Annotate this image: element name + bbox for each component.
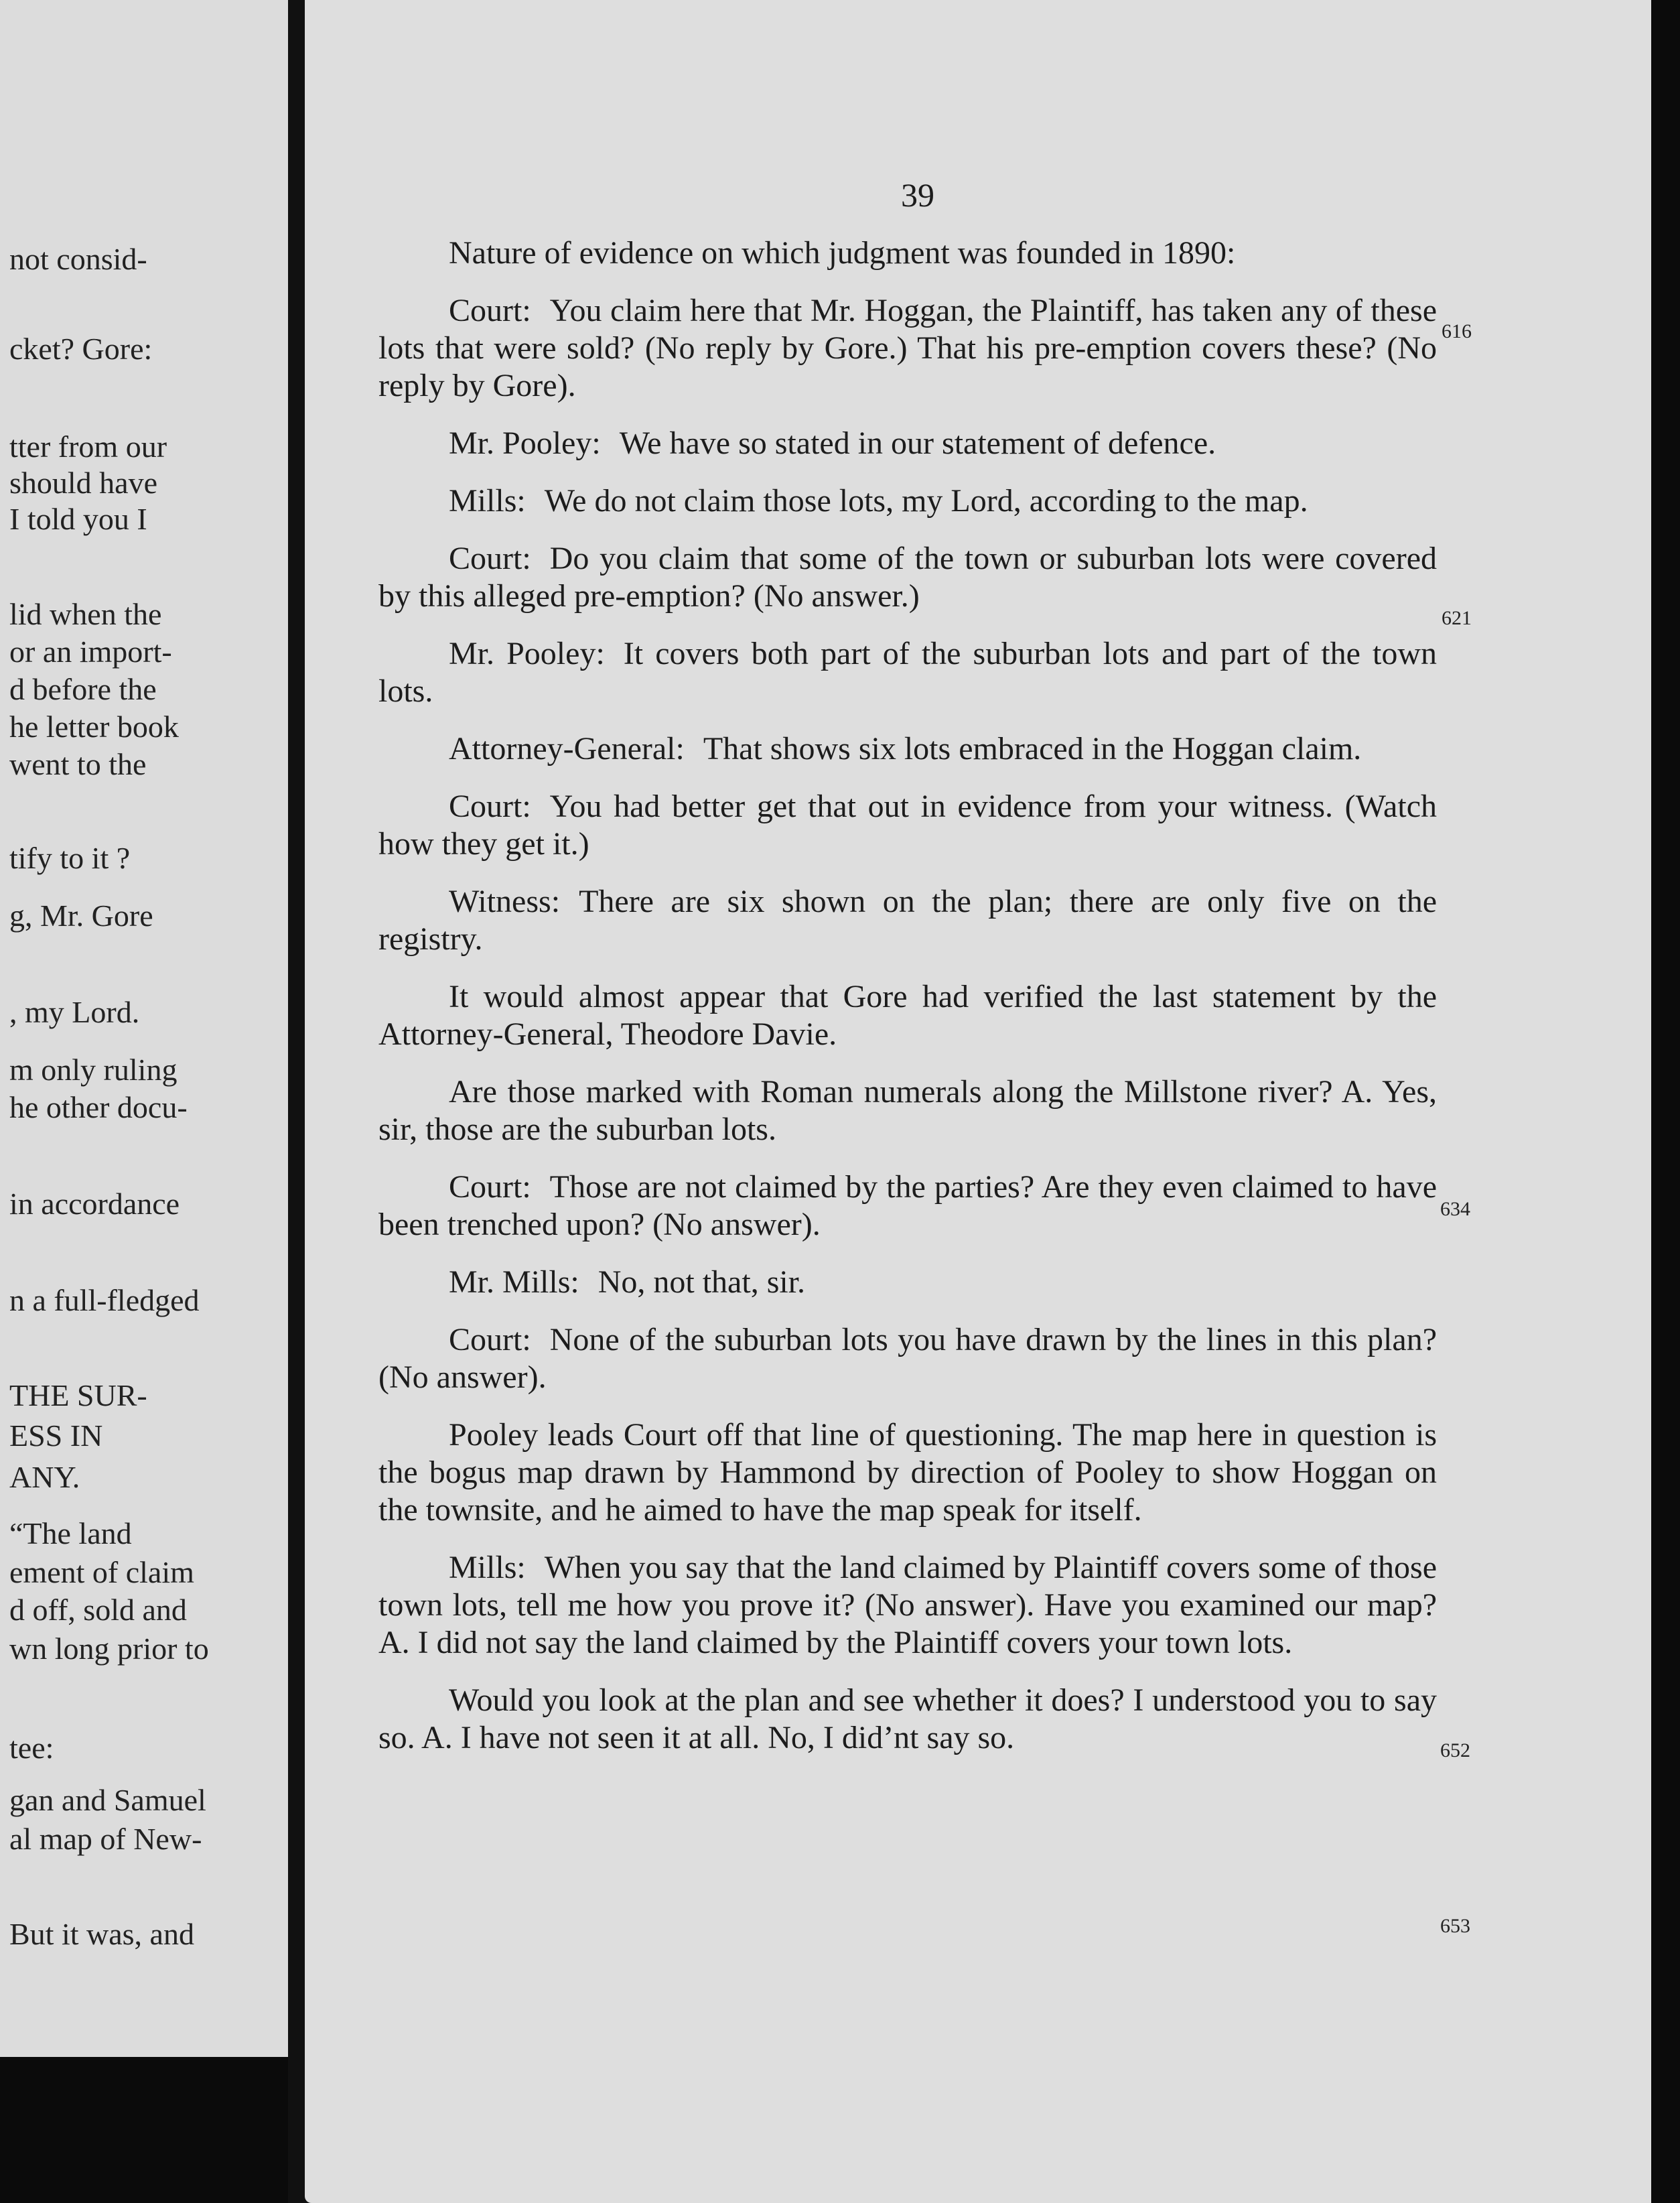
paragraph-text: It would almost appear that Gore had verified the last statement by the Attorney-General, Theodore Davie. [378,979,1437,1052]
left-page-line: But it was, and [9,1917,194,1951]
paragraph-intro [378,235,1437,272]
paragraph-dialogue [378,482,1437,520]
left-page-line: cket? Gore: [9,332,153,366]
paragraph-text: Nature of evidence on which judgment was founded in 1890: [449,235,1236,271]
left-page-heading-line: THE SUR- [9,1378,147,1412]
speaker-label: Court: [449,293,531,328]
left-page-line: tter from our [9,429,167,464]
paragraph-text: Are those marked with Roman numerals along the Millstone river? A. Yes, sir, those are the suburban lots. [378,1074,1437,1147]
left-page-line: al map of New- [9,1822,202,1856]
paragraph-text: We have so stated in our statement of defence. [619,425,1216,461]
paragraph-dialogue [378,425,1437,462]
left-page-line: d before the [9,672,157,706]
speaker-label: Court: [449,789,531,824]
paragraph-text: When you say that the land claimed by Plaintiff covers some of those town lots, tell me how you prove it? (No answer). Have you examined our map? A. I did not say the land claimed by the Plaintiff covers your town lots. [378,1550,1437,1660]
paragraph-text: It covers both part of the suburban lots and part of the town lots. [378,636,1438,709]
left-page-line: in accordance [9,1187,180,1221]
left-page-line: d off, sold and [9,1593,187,1627]
paragraph-dialogue [378,1073,1437,1148]
paragraph-dialogue [378,730,1437,768]
paragraph-commentary [378,1416,1437,1529]
paragraph-text: Would you look at the plan and see whether it does? I understood you to say so. A. I have not seen it at all. No, I did’nt say so. [378,1682,1437,1755]
left-page-line: went to the [9,747,147,781]
left-page-heading-line: ESS IN [9,1418,103,1453]
paragraph-dialogue [378,883,1437,958]
paragraph-dialogue [378,1321,1437,1396]
paragraph-text: We do not claim those lots, my Lord, according to the map. [544,483,1308,519]
paragraph-text: Do you claim that some of the town or suburban lots were covered by this alleged pre-emption? (No answer.) [378,541,1437,614]
left-page-line: I told you I [9,502,147,536]
margin-line-number: 634 [1440,1198,1470,1220]
paragraph-dialogue [378,1682,1437,1757]
speaker-label: Mr. Mills: [449,1264,579,1300]
paragraph-text: There are six shown on the plan; there are only five on the registry. [378,884,1437,957]
left-page-line: tify to it ? [9,841,131,875]
paragraph-dialogue [378,1264,1437,1301]
left-facing-page [0,0,288,2057]
speaker-label: Mr. Pooley: [449,425,601,461]
left-page-line: m only ruling [9,1053,178,1087]
speaker-label: Mills: [449,483,526,519]
left-page-line: gan and Samuel [9,1783,206,1817]
speaker-label: Court: [449,1169,531,1205]
paragraph-commentary [378,978,1437,1053]
left-page-line: or an import- [9,635,172,669]
paragraph-text: Pooley leads Court off that line of questioning. The map here in question is the bogus map drawn by Hammond by direction of Pooley to show Hoggan on the townsite, and he aimed to have the map speak for itself. [378,1417,1437,1528]
left-page-line: not consid- [9,242,147,276]
margin-line-number: 621 [1442,607,1472,629]
left-page-heading-line: ANY. [9,1460,80,1494]
paragraph-text: You claim here that Mr. Hoggan, the Plaintiff, has taken any of these lots that were sold? (No reply by Gore.) That his pre-emption covers these? (No reply by Gore). [378,293,1437,403]
paragraph-text: None of the suburban lots you have drawn by the lines in this plan? (No answer). [378,1322,1437,1395]
paragraph-dialogue [378,1549,1437,1662]
margin-line-number: 616 [1442,320,1472,342]
left-page-line: tee: [9,1731,54,1765]
paragraph-text: Those are not claimed by the parties? Are they even claimed to have been trenched upon? (No answer). [378,1169,1437,1242]
left-page-line: g, Mr. Gore [9,898,153,933]
paragraph-text: You had better get that out in evidence from your witness. (Watch how they get it.) [378,789,1437,862]
paragraph-text: No, not that, sir. [598,1264,806,1300]
speaker-label: Mills: [449,1550,526,1585]
paragraph-dialogue [378,788,1437,863]
paragraph-dialogue [378,1169,1437,1244]
speaker-label: Mr. Pooley: [449,636,605,671]
paragraph-text: That shows six lots embraced in the Hoggan claim. [703,731,1362,766]
speaker-label: Court: [449,541,531,576]
left-page-line: lid when the [9,597,162,631]
left-page-line: he letter book [9,710,179,744]
paragraph-dialogue [378,292,1437,405]
speaker-label: Witness: [449,884,561,919]
margin-line-number: 653 [1440,1915,1470,1937]
left-page-line: should have [9,466,158,500]
left-page-line: “The land [9,1516,132,1550]
page-body [378,235,1437,1777]
left-page-line: ement of claim [9,1555,194,1589]
left-page-line: , my Lord. [9,995,140,1029]
left-page-line: he other docu- [9,1090,188,1124]
paragraph-dialogue [378,540,1437,615]
page-number: 39 [901,176,934,214]
paragraph-dialogue [378,635,1437,710]
speaker-label: Court: [449,1322,531,1357]
speaker-label: Attorney-General: [449,731,685,766]
left-page-line: n a full-fledged [9,1283,200,1317]
margin-line-number: 652 [1440,1739,1470,1761]
left-page-line: wn long prior to [9,1631,209,1666]
